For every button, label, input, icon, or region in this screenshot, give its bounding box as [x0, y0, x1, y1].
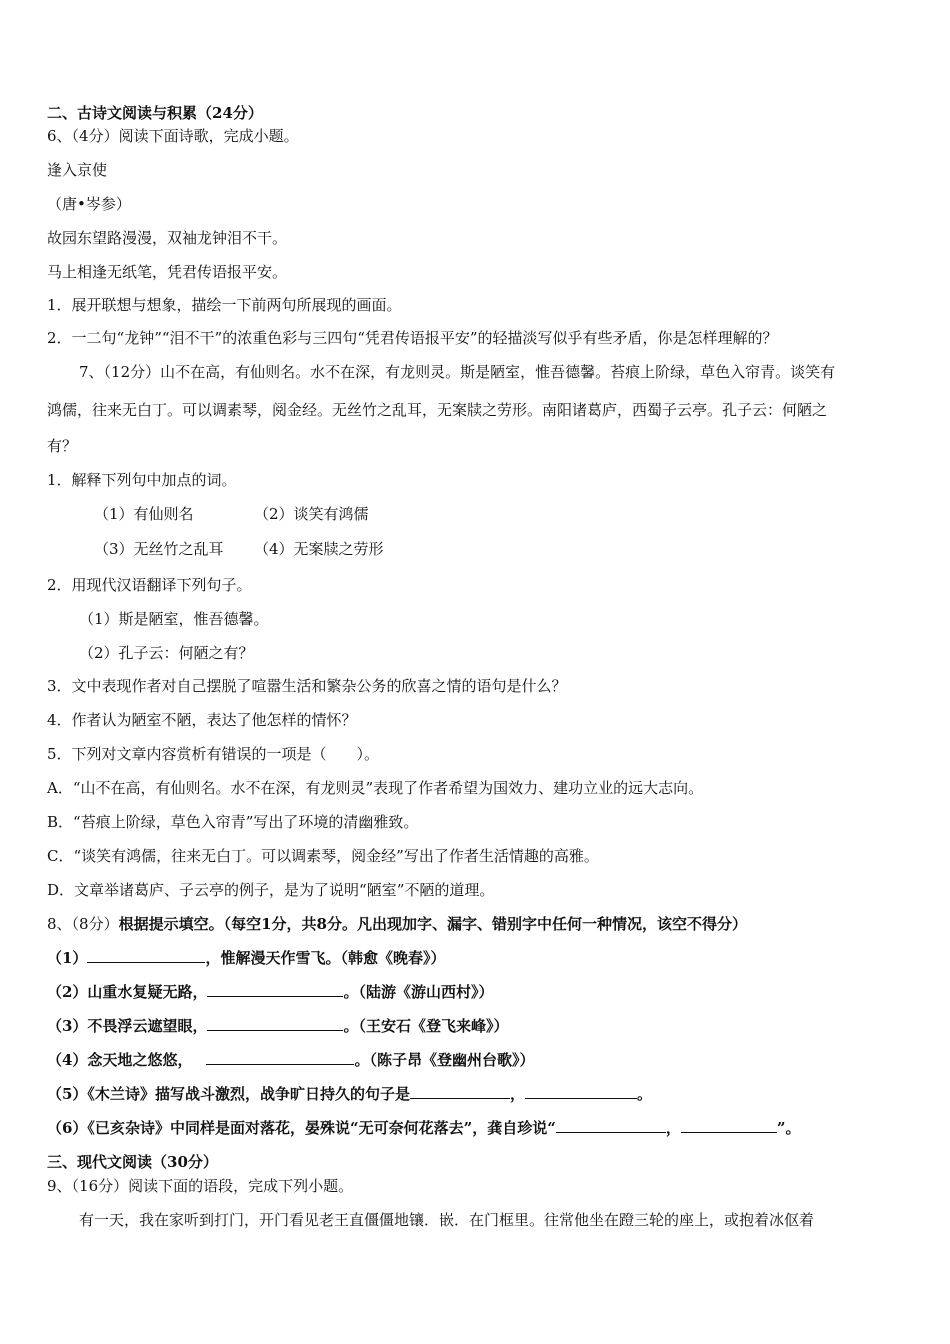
- q7-sub2-item-2: （2）孔子云：何陋之有？: [79, 644, 254, 662]
- q7-sub1-item-4: （4）无案牍之劳形: [254, 540, 384, 558]
- q8-item5-comma: ，: [509, 1085, 525, 1103]
- q8-item5-text-a: （5）《木兰诗》描写战斗激烈，战争旷日持久的句子是: [47, 1085, 410, 1103]
- q8-item5-period: 。: [636, 1085, 652, 1103]
- poem-title: 逢入京使: [47, 161, 108, 179]
- poem-author: （唐•岑参）: [47, 195, 131, 213]
- q7-para-line-1: 7、（12分）山不在高，有仙则名。水不在深，有龙则灵。斯是陋室，惟吾德馨。苔痕上阶绿，草色入帘青。谈笑有: [79, 363, 836, 381]
- q8-item-4: [47, 1050, 534, 1070]
- q8-item6-end: ”。: [776, 1119, 801, 1137]
- q8-instructions: 根据提示填空。（每空1分，共8分。凡出现加字、漏字、错别字中任何一种情况，该空不得分）: [118, 915, 747, 933]
- q7-sub1-item-2: （2）谈笑有鸿儒: [254, 505, 369, 523]
- q7-sub-2: 2．用现代汉语翻译下列句子。: [47, 576, 252, 594]
- q6-sub-2: 2．一二句“龙钟”“泪不干”的浓重色彩与三四句“凭君传语报平安”的轻描淡写似乎有些矛盾，你是怎样理解的？: [47, 329, 778, 347]
- answer-blank[interactable]: [207, 982, 343, 997]
- q8-item4-text-b: 。（陈子昂《登幽州台歌》）: [354, 1051, 535, 1069]
- q8-item-1: [47, 948, 445, 968]
- q8-item-3: [47, 1016, 508, 1036]
- q6-sub-1: 1．展开联想与想象，描绘一下前两句所展现的画面。: [47, 296, 402, 314]
- section-title-3: 三、现代文阅读（30分）: [47, 1153, 218, 1171]
- q8-item3-text-a: （3）不畏浮云遮望眼，: [47, 1017, 208, 1035]
- q7-option-a: A．“山不在高，有仙则名。水不在深，有龙则灵”表现了作者希望为国效力、建功立业的远大志向。: [47, 779, 704, 797]
- section-title-2: 二、古诗文阅读与积累（24分）: [47, 104, 263, 122]
- q8-item-2: [47, 982, 493, 1002]
- answer-blank[interactable]: [525, 1084, 637, 1099]
- q8-item1-label: （1）: [47, 949, 88, 967]
- q8-item1-text: ，惟解漫天作雪飞。（韩愈《晚春》）: [205, 949, 446, 967]
- q7-sub-3: 3．文中表现作者对自己摆脱了喧嚣生活和繁杂公务的欣喜之情的语句是什么？: [47, 677, 567, 695]
- q7-para-line-2: 鸿儒，往来无白丁。可以调素琴，阅金经。无丝竹之乱耳，无案牍之劳形。南阳诸葛庐，西蜀子云亭。孔子云：何陋之: [47, 401, 828, 419]
- q8-intro: [47, 914, 747, 934]
- answer-blank[interactable]: [207, 1016, 343, 1031]
- q8-item6-comma: ，: [665, 1119, 681, 1137]
- q8-item2-text-a: （2）山重水复疑无路，: [47, 983, 208, 1001]
- answer-blank[interactable]: [87, 948, 205, 963]
- q8-item3-text-b: 。（王安石《登飞来峰》）: [343, 1017, 509, 1035]
- q7-sub-4: 4．作者认为陋室不陋，表达了他怎样的情怀？: [47, 711, 357, 729]
- q8-item4-text-a: （4）念天地之悠悠，: [47, 1051, 193, 1069]
- q8-item-5: [47, 1084, 652, 1104]
- q7-para-line-3: 有？: [47, 437, 78, 455]
- q7-sub-5: 5．下列对文章内容赏析有错误的一项是（ ）。: [47, 745, 380, 763]
- q9-intro: 9、（16分）阅读下面的语段，完成下列小题。: [47, 1177, 354, 1195]
- poem-line-2: 马上相逢无纸笔，凭君传语报平安。: [47, 263, 288, 281]
- q8-item-6: [47, 1118, 800, 1138]
- q7-option-d: D．文章举诸葛庐、子云亭的例子，是为了说明“陋室”不陋的道理。: [47, 881, 495, 899]
- answer-blank[interactable]: [206, 1050, 354, 1065]
- q7-sub1-item-1: （1）有仙则名: [94, 505, 194, 523]
- poem-line-1: 故园东望路漫漫，双袖龙钟泪不干。: [47, 229, 288, 247]
- answer-blank[interactable]: [681, 1118, 777, 1133]
- q7-sub1-item-3: （3）无丝竹之乱耳: [94, 540, 224, 558]
- q8-item6-text-a: （6）《已亥杂诗》中同样是面对落花，晏殊说“无可奈何花落去”，龚自珍说“: [47, 1119, 556, 1137]
- q8-prefix: 8、（8分）: [47, 915, 119, 933]
- answer-blank[interactable]: [556, 1118, 666, 1133]
- q7-sub-1: 1．解释下列句中加点的词。: [47, 471, 237, 489]
- q9-para-line-1: 有一天，我在家听到打门，开门看见老王直僵僵地镶．嵌．在门框里。往常他坐在蹬三轮的座上，或抱着冰伛着: [79, 1211, 815, 1229]
- q6-intro: 6、（4分）阅读下面诗歌，完成小题。: [47, 127, 299, 145]
- q7-sub2-item-1: （1）斯是陋室，惟吾德馨。: [79, 610, 269, 628]
- q8-item2-text-b: 。（陆游《游山西村》）: [343, 983, 494, 1001]
- q7-option-c: C．“谈笑有鸿儒，往来无白丁。可以调素琴，阅金经”写出了作者生活情趣的高雅。: [47, 847, 599, 865]
- q7-option-b: B．“苔痕上阶绿，草色入帘青”写出了环境的清幽雅致。: [47, 813, 419, 831]
- answer-blank[interactable]: [410, 1084, 510, 1099]
